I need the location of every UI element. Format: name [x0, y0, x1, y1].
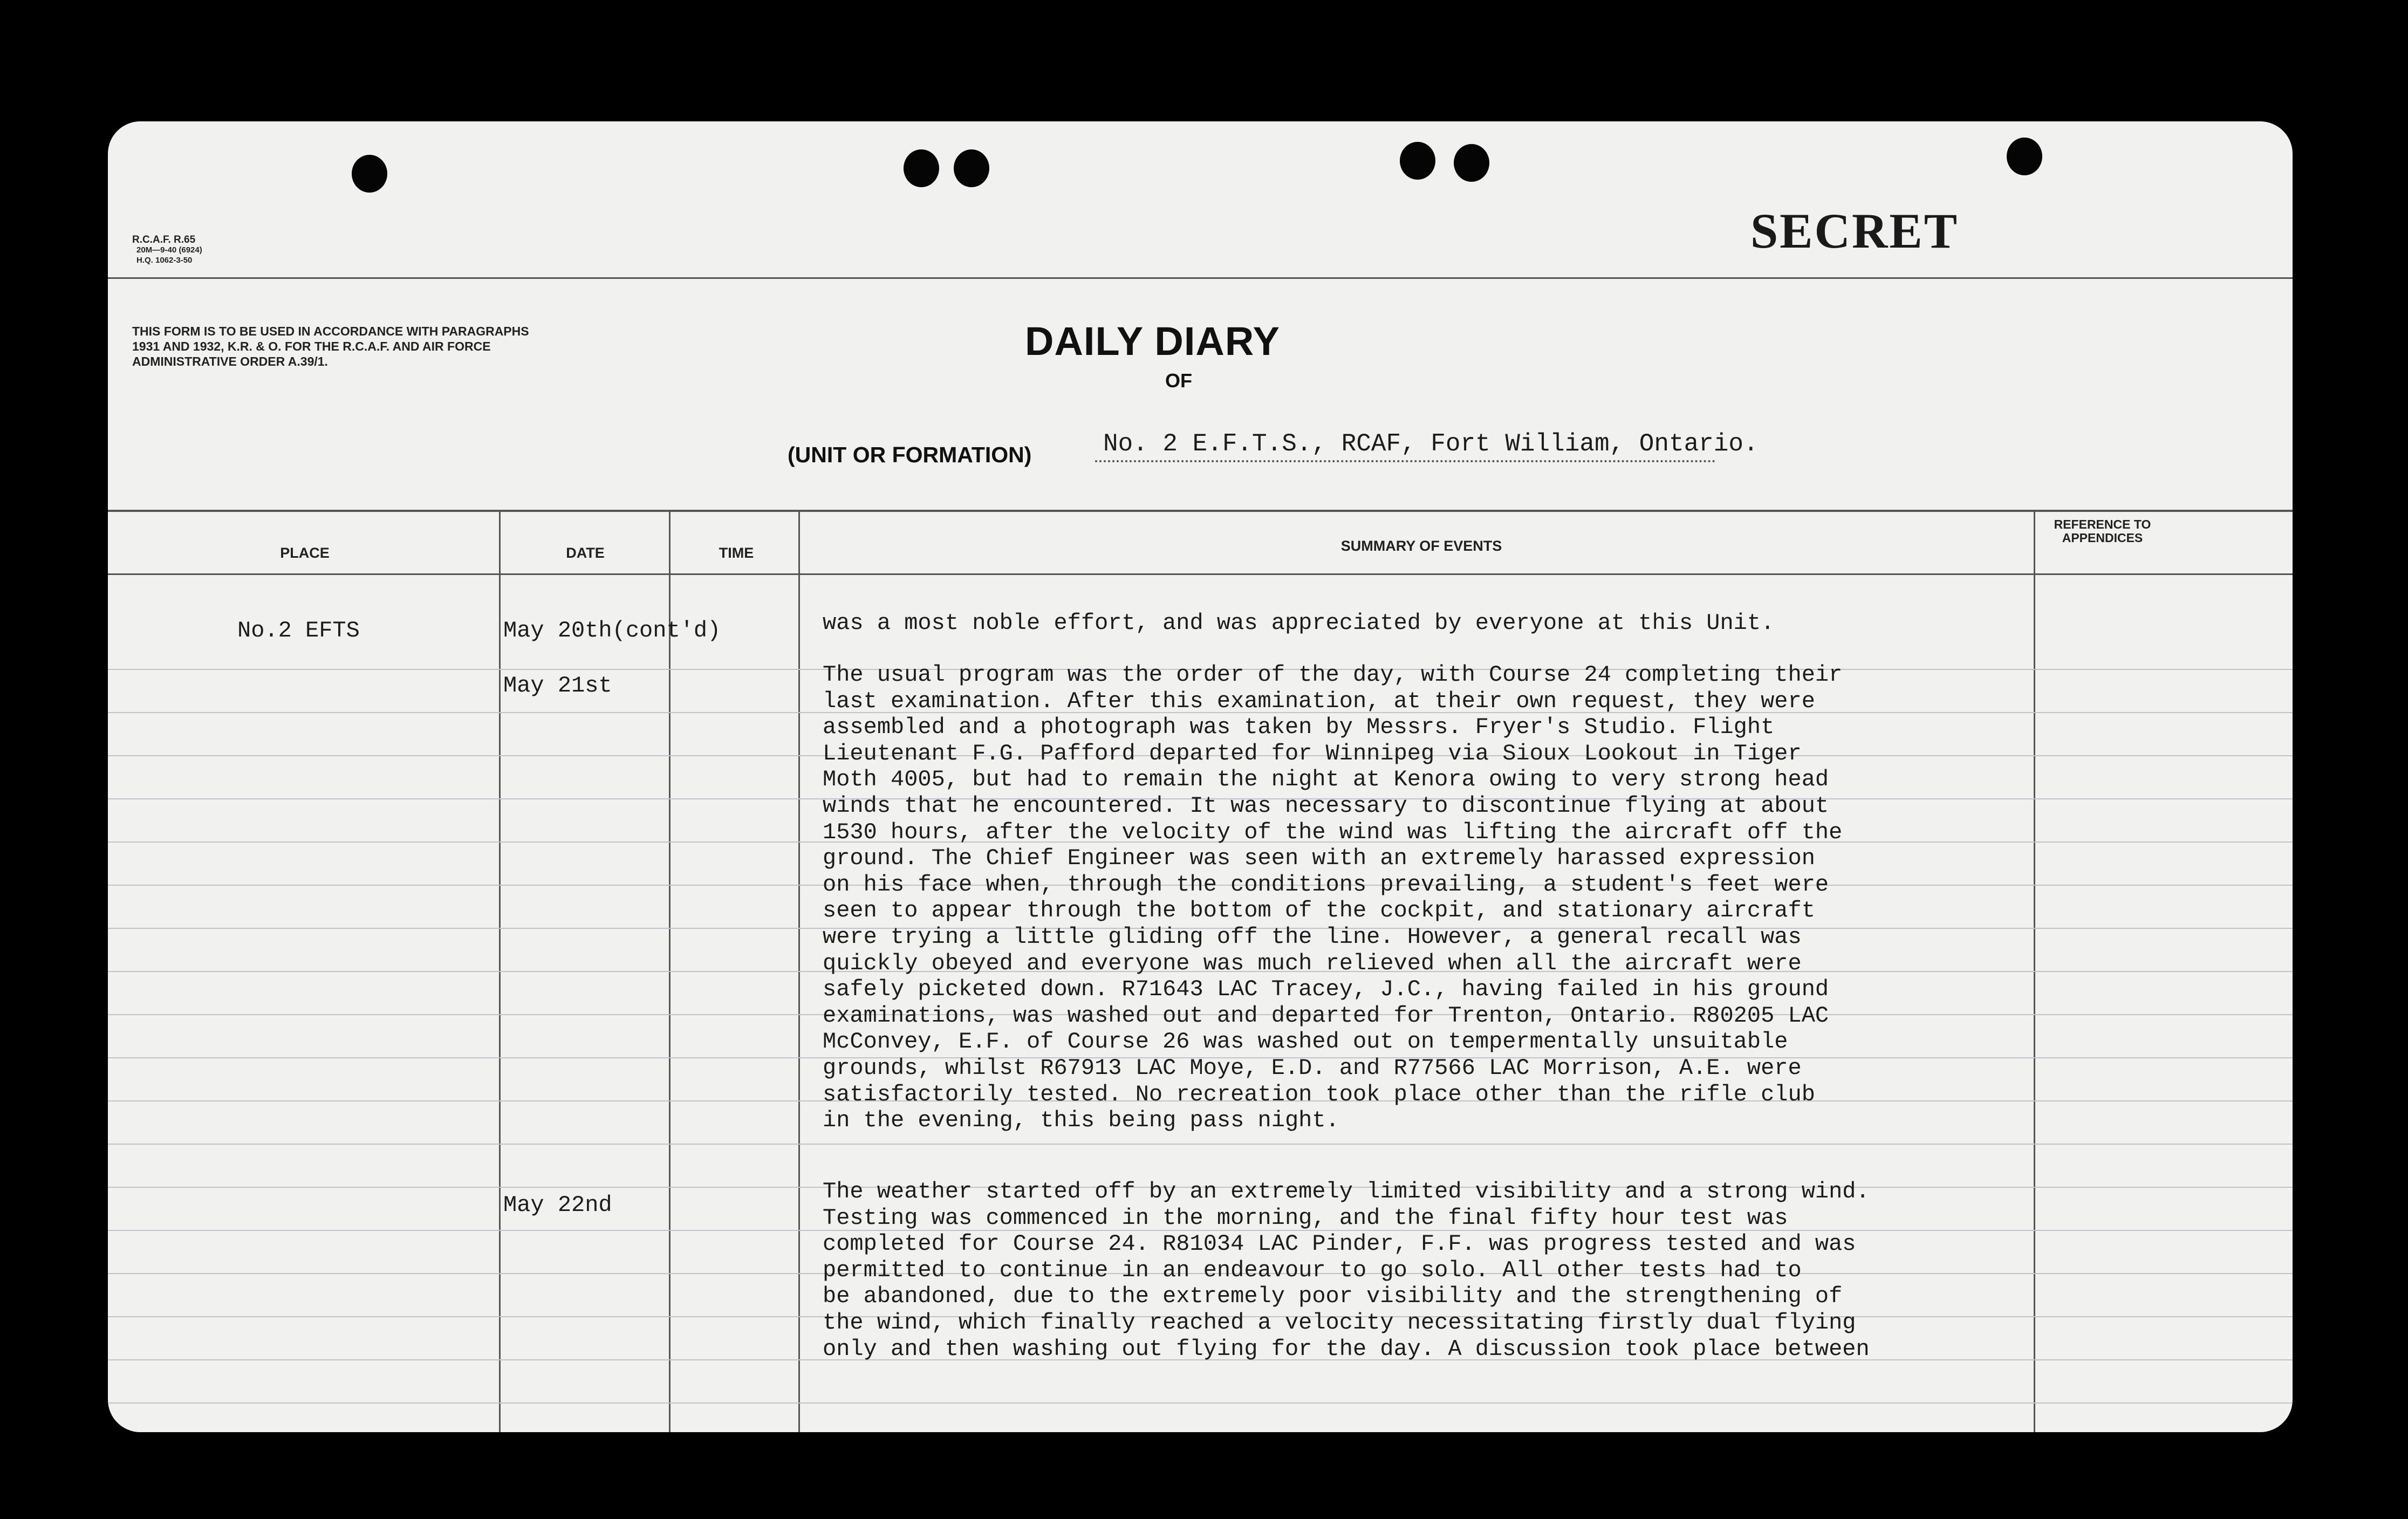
form-code-line: 20M—9-40 (6924)	[136, 245, 202, 255]
punch-hole	[1400, 142, 1435, 180]
entry-date: May 22nd	[503, 1192, 612, 1218]
unit-label: (UNIT OR FORMATION)	[788, 442, 1032, 467]
form-code	[132, 235, 202, 265]
of-label: OF	[1165, 370, 1192, 392]
entry-summary: was a most noble effort, and was appreciated by everyone at this Unit.	[823, 610, 1775, 636]
entry-date: May 20th(cont'd)	[503, 618, 721, 644]
form-code-line: H.Q. 1062-3-50	[136, 256, 193, 265]
column-header-time: TIME	[719, 545, 754, 561]
page-title: DAILY DIARY	[1025, 319, 1280, 364]
ruled-line	[108, 1144, 2293, 1145]
table-header-rule	[108, 573, 2293, 575]
form-instruction: THIS FORM IS TO BE USED IN ACCORDANCE WITH PARAGRAPHS 1931 AND 1932, K.R. & O. FOR THE R.C.A.F. AND AIR FORCE ADMINISTRATIVE ORDER A.39/1.	[132, 324, 529, 368]
entry-summary: The weather started off by an extremely limited visibility and a strong wind. Testing was commenced in the morning, and the final fifty hour test was completed for Course 24. R81034 LAC Pinder, F.F. was progress tested and was permitted to continue in an endeavour to go solo. All other tests had to be abandoned, due to the extremely poor visibility and the strengthening of the wind, which finally reached a velocity necessitating firstly dual flying only and then washing out flying for the day. A discussion took place between	[823, 1179, 1870, 1362]
diary-page	[108, 121, 2293, 1432]
form-code-line: R.C.A.F. R.65	[132, 234, 196, 245]
unit-value: No. 2 E.F.T.S., RCAF, Fort William, Ontario.	[1103, 430, 1759, 458]
column-header-place: PLACE	[280, 545, 330, 561]
entry-date: May 21st	[503, 673, 612, 699]
entry-summary: The usual program was the order of the day, with Course 24 completing their last examination. After this examination, at their own request, they were assembled and a photograph was taken by Messrs. Fryer's Studio. Flight Lieutenant F.G. Pafford departed for Winnipeg via Sioux Lookout in Tiger Moth 4005, but had to remain the night at Kenora owing to very strong head winds that he encountered. It was necessary to discontinue flying at about 1530 hours, after the velocity of the wind was lifting the aircraft off the ground. The Chief Engineer was seen with an extremely harassed expression on his face when, through the conditions prevailing, a student's feet were seen to appear through the bottom of the cockpit, and stationary aircraft were trying a little gliding off the line. However, a general recall was quickly obeyed and everyone was much relieved when all the aircraft were safely picketed down. R71643 LAC Tracey, J.C., having failed in his ground examinations, was washed out and departed for Trenton, Ontario. R80205 LAC McConvey, E.F. of Course 26 was washed out on tempermentally unsuitable grounds, whilst R67913 LAC Moye, E.D. and R77566 LAC Morrison, A.E. were satisfactorily tested. No recreation took place other than the rifle club in the evening, this being pass night.	[823, 662, 1843, 1134]
column-header-summary: SUMMARY OF EVENTS	[1340, 538, 1502, 554]
header-divider	[108, 277, 2293, 279]
column-header-date: DATE	[566, 545, 605, 561]
punch-hole	[1454, 144, 1489, 182]
place-value: No.2 EFTS	[237, 618, 360, 644]
punch-hole	[904, 149, 939, 187]
ruled-line	[108, 1402, 2293, 1404]
punch-hole	[2007, 138, 2042, 175]
table-top-rule	[108, 510, 2293, 512]
punch-hole	[954, 149, 989, 187]
unit-underline	[1095, 460, 1715, 462]
column-header-reference: REFERENCE TO APPENDICES	[2054, 517, 2151, 545]
punch-hole	[352, 155, 387, 193]
classification-stamp: SECRET	[1750, 203, 1959, 258]
